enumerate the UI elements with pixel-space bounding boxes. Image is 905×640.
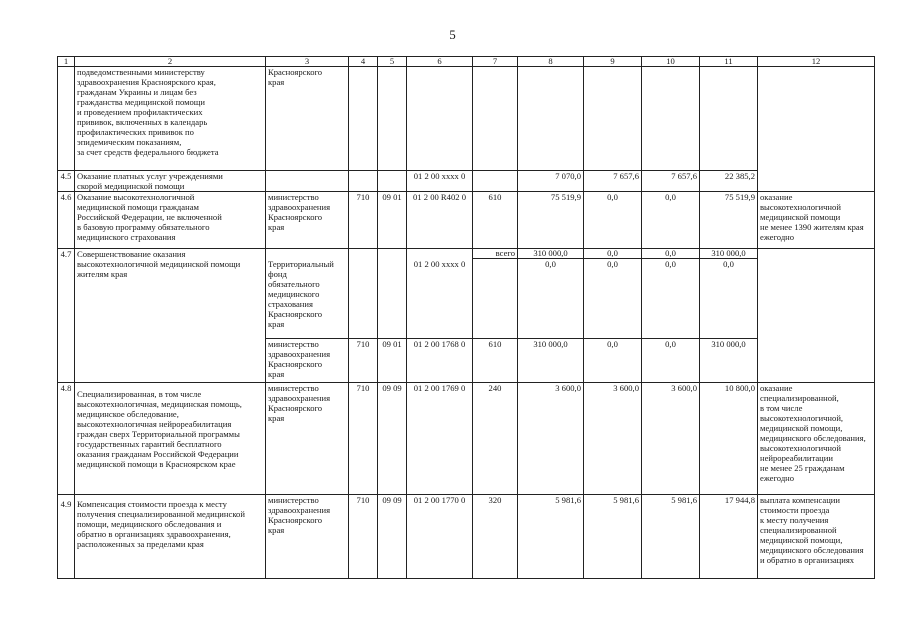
header-cell: 8 [518,57,584,67]
vr-code: 240 [473,383,518,495]
header-cell: 11 [700,57,758,67]
table-row [58,171,875,192]
rzpr-code: 09 09 [378,383,407,495]
csr-code: 01 2 00 xxxx 0 [407,259,473,339]
value-cell: 0,0 [700,259,758,339]
row-executor: министерство здравоохранения Красноярского края [266,339,349,383]
value-cell: 75 519,9 [518,192,584,249]
row-executor: Территориальный фонд обязательного медицинского страхования Красноярского края [266,259,349,339]
value-cell: 7 657,6 [584,171,642,192]
row-result: оказание специализированной, в том числе высокотехнологичной, медицинской помощи, медицинского обследования, высокотехнологичной нейрореабилитации не менее 25 гражданам ежегодно [758,383,875,495]
grbs-code: 710 [349,192,378,249]
value-cell: 0,0 [642,192,700,249]
row-number: 4.9 [58,495,75,579]
table-row [58,383,875,495]
grbs-code: 710 [349,339,378,383]
value-cell: 7 657,6 [642,171,700,192]
value-cell: 310 000,0 [700,339,758,383]
rzpr-code: 09 09 [378,495,407,579]
table-row [58,249,875,259]
value-cell: 3 600,0 [518,383,584,495]
row-result: выплата компенсации стоимости проезда к месту получения специализированной медицинской помощи, медицинского обследования и обратно в организациях [758,495,875,579]
value-cell: 0,0 [642,259,700,339]
value-cell: 0,0 [584,259,642,339]
vr-code: 320 [473,495,518,579]
row-executor: министерство здравоохранения Красноярского края [266,383,349,495]
value-cell: 10 800,0 [700,383,758,495]
value-cell: 3 600,0 [584,383,642,495]
row-number: 4.5 [58,171,75,192]
rzpr-code: 09 01 [378,339,407,383]
row-name: Совершенствование оказания высокотехнологичной медицинской помощи жителям края [75,249,266,383]
row-number: 4.7 [58,249,75,383]
csr-code: 01 2 00 1770 0 [407,495,473,579]
row-name: Оказание платных услуг учреждениями скорой медицинской помощи [75,171,266,192]
csr-code: 01 2 00 xxxx 0 [407,171,473,192]
header-cell: 12 [758,57,875,67]
value-cell: 3 600,0 [642,383,700,495]
value-cell: 310 000,0 [700,249,758,259]
row-result: оказание высокотехнологичной медицинской помощи не менее 1390 жителям края ежегодно [758,192,875,249]
csr-code: 01 2 00 1768 0 [407,339,473,383]
header-cell: 9 [584,57,642,67]
header-cell: 4 [349,57,378,67]
value-cell: 75 519,9 [700,192,758,249]
row-executor: министерство здравоохранения Красноярского края [266,192,349,249]
header-cell: 2 [75,57,266,67]
grbs-code: 710 [349,495,378,579]
csr-code: 01 2 00 1769 0 [407,383,473,495]
vr-code: 610 [473,192,518,249]
header-cell: 5 [378,57,407,67]
grbs-code: 710 [349,383,378,495]
total-label: всего [473,249,518,259]
value-cell: 0,0 [584,249,642,259]
value-cell: 5 981,6 [584,495,642,579]
row-number: 4.8 [58,383,75,495]
table-row [58,192,875,249]
page-number: 5 [449,27,456,42]
vr-code: 610 [473,339,518,383]
row-name: Оказание высокотехнологичной медицинской помощи гражданам Российской Федерации, не включенной в базовую программу обязательного медицинского страхования [75,192,266,249]
value-cell: 0,0 [584,192,642,249]
row-executor: Красноярского края [266,67,349,171]
value-cell: 0,0 [518,259,584,339]
value-cell: 17 944,8 [700,495,758,579]
value-cell: 0,0 [642,339,700,383]
row-executor: министерство здравоохранения Красноярского края [266,495,349,579]
value-cell: 310 000,0 [518,339,584,383]
rzpr-code: 09 01 [378,192,407,249]
value-cell: 5 981,6 [642,495,700,579]
header-cell: 3 [266,57,349,67]
row-number: 4.6 [58,192,75,249]
row-name: Специализированная, в том числе высокотехнологичная, медицинская помощь, медицинское обследование, высокотехнологичная нейрореабилитация граждан сверх Территориальной программы государственных гарантий бесплатного оказания гражданам Российской Федерации медицинской помощи в Красноярском крае [75,383,266,495]
value-cell: 22 385,2 [700,171,758,192]
value-cell: 0,0 [642,249,700,259]
value-cell: 7 070,0 [518,171,584,192]
value-cell: 310 000,0 [518,249,584,259]
header-cell: 10 [642,57,700,67]
table-row [58,495,875,579]
value-cell: 0,0 [584,339,642,383]
header-cell: 7 [473,57,518,67]
row-name: Компенсация стоимости проезда к месту получения специализированной медицинской помощи, медицинского обследования и обратно в организациях здравоохранения, расположенных за пределами края [75,495,266,579]
row-name: подведомственными министерству здравоохранения Красноярского края, гражданам Украины и лицам без гражданства медицинской помощи и проведением профилактических прививок, включенных в календарь профилактических прививок по эпидемическим показаниям, за счет средств федерального бюджета [75,67,266,171]
table-row [58,67,875,171]
header-row [58,57,875,67]
budget-table [57,56,875,579]
header-cell: 1 [58,57,75,67]
csr-code: 01 2 00 R402 0 [407,192,473,249]
value-cell: 5 981,6 [518,495,584,579]
header-cell: 6 [407,57,473,67]
